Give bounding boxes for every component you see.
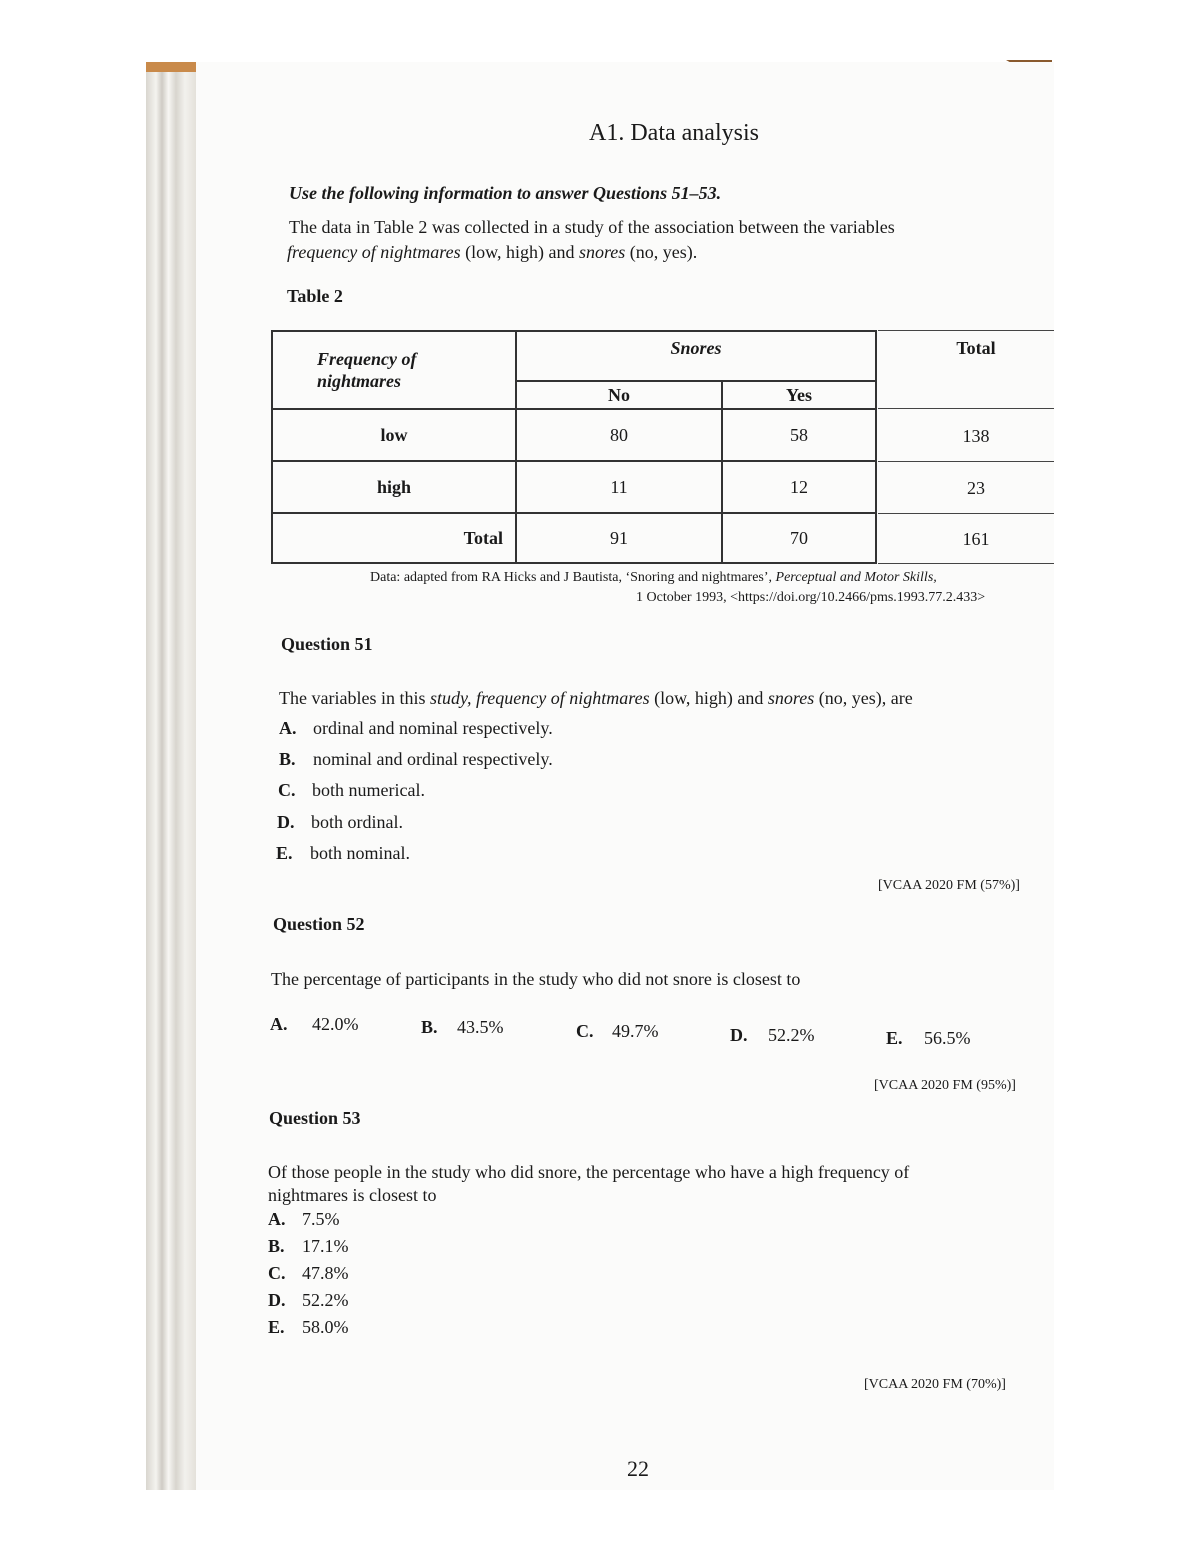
intro-line-1: The data in Table 2 was collected in a study of the association between the variables bbox=[289, 217, 895, 237]
data-table bbox=[271, 330, 877, 564]
cell-total-no: 91 bbox=[516, 513, 722, 563]
option-text: 49.7% bbox=[612, 1021, 659, 1041]
q53-option-e[interactable] bbox=[268, 1317, 349, 1338]
option-label: C. bbox=[278, 780, 296, 800]
option-text: 56.5% bbox=[924, 1028, 971, 1048]
cell-low-no: 80 bbox=[516, 409, 722, 461]
table-row-total bbox=[272, 513, 876, 563]
cell-high-total: 23 bbox=[967, 478, 985, 498]
option-text: 7.5% bbox=[302, 1209, 340, 1229]
intro-var2-levels: (no, yes). bbox=[625, 242, 698, 262]
option-label: E. bbox=[268, 1317, 285, 1337]
option-label: B. bbox=[279, 749, 296, 769]
q51-stem-prefix: The variables in this bbox=[279, 688, 430, 708]
source-line-1 bbox=[370, 570, 937, 586]
q52-option-a[interactable] bbox=[270, 1014, 359, 1035]
q51-heading: Question 51 bbox=[281, 634, 373, 654]
option-text: both ordinal. bbox=[311, 812, 403, 832]
q51-stem-mid: (low, high) and bbox=[649, 688, 768, 708]
q53-heading: Question 53 bbox=[269, 1108, 361, 1128]
option-text: 43.5% bbox=[457, 1017, 504, 1037]
option-label: B. bbox=[268, 1236, 285, 1256]
option-text: 47.8% bbox=[302, 1263, 349, 1283]
option-text: 58.0% bbox=[302, 1317, 349, 1337]
q51-option-a[interactable] bbox=[279, 718, 553, 739]
q51-option-d[interactable] bbox=[277, 812, 403, 833]
q52-stem: The percentage of participants in the study who did not snore is closest to bbox=[271, 969, 801, 989]
row-header bbox=[272, 331, 516, 409]
option-label: A. bbox=[279, 718, 297, 738]
q52-heading: Question 52 bbox=[273, 914, 365, 934]
total-column bbox=[878, 330, 1054, 562]
q51-stem-snores: snores bbox=[767, 688, 815, 708]
instruction: Use the following information to answer Questions 51–53. bbox=[289, 183, 722, 203]
col-header-yes: Yes bbox=[722, 381, 876, 409]
group-header: Snores bbox=[516, 331, 876, 381]
q51-stem bbox=[279, 688, 913, 709]
option-label: E. bbox=[276, 843, 293, 863]
q53-stem-line-2: nightmares is closest to bbox=[268, 1185, 437, 1205]
cell-grand-total: 161 bbox=[962, 529, 990, 549]
cell-low-total: 138 bbox=[962, 426, 990, 446]
divider bbox=[878, 461, 1054, 462]
option-label: A. bbox=[270, 1014, 288, 1034]
table-caption: Table 2 bbox=[287, 286, 343, 306]
option-text: ordinal and nominal respectively. bbox=[313, 718, 553, 738]
row-header-text: Frequency of nightmares bbox=[317, 349, 417, 391]
q52-option-e[interactable] bbox=[886, 1028, 971, 1049]
divider bbox=[878, 408, 1054, 409]
q53-stem-line-1: Of those people in the study who did snore, the percentage who have a high frequency of bbox=[268, 1162, 910, 1182]
intro-var2: snores bbox=[578, 242, 626, 262]
q52-option-d[interactable] bbox=[730, 1025, 815, 1046]
divider bbox=[878, 330, 1054, 331]
option-label: B. bbox=[421, 1017, 438, 1037]
q53-ref: [VCAA 2020 FM (70%)] bbox=[864, 1377, 1006, 1392]
intro-var1: frequency of nightmares bbox=[287, 242, 461, 262]
intro-var1-levels: (low, high) and bbox=[460, 242, 579, 262]
row-label-high: high bbox=[272, 461, 516, 513]
book-cover-edge bbox=[146, 62, 196, 72]
option-label: E. bbox=[886, 1028, 903, 1048]
cell-low-yes: 58 bbox=[722, 409, 876, 461]
q51-option-e[interactable] bbox=[276, 843, 410, 864]
q52-option-b[interactable] bbox=[421, 1017, 504, 1038]
option-text: 17.1% bbox=[302, 1236, 349, 1256]
book-page-edges bbox=[146, 62, 196, 1490]
q53-option-a[interactable] bbox=[268, 1209, 340, 1230]
q51-ref: [VCAA 2020 FM (57%)] bbox=[878, 878, 1020, 893]
q52-option-c[interactable] bbox=[576, 1021, 659, 1042]
col-header-no: No bbox=[516, 381, 722, 409]
section-title: A1. Data analysis bbox=[589, 120, 759, 146]
q53-option-d[interactable] bbox=[268, 1290, 349, 1311]
option-text: both numerical. bbox=[312, 780, 425, 800]
row-label-low: low bbox=[272, 409, 516, 461]
source-prefix: Data: adapted from RA Hicks and J Bautista, ‘Snoring and nightmares’, bbox=[370, 570, 776, 585]
table-row bbox=[272, 461, 876, 513]
page-number: 22 bbox=[627, 1456, 649, 1481]
q51-option-c[interactable] bbox=[278, 780, 425, 801]
q51-option-b[interactable] bbox=[279, 749, 553, 770]
option-label: D. bbox=[730, 1025, 748, 1045]
cell-total-yes: 70 bbox=[722, 513, 876, 563]
divider bbox=[878, 563, 1054, 564]
col-header-total: Total bbox=[956, 338, 996, 358]
source-journal: Perceptual and Motor Skills, bbox=[775, 570, 937, 585]
option-text: 52.2% bbox=[768, 1025, 815, 1045]
option-text: nominal and ordinal respectively. bbox=[313, 749, 553, 769]
option-text: 42.0% bbox=[312, 1014, 359, 1034]
intro-line-2 bbox=[287, 242, 697, 263]
option-label: C. bbox=[576, 1021, 594, 1041]
option-text: both nominal. bbox=[310, 843, 410, 863]
cell-high-no: 11 bbox=[516, 461, 722, 513]
q51-stem-study: study, frequency of nightmares bbox=[429, 688, 650, 708]
q51-stem-suffix: (no, yes), are bbox=[814, 688, 913, 708]
source-line-2: 1 October 1993, <https://doi.org/10.2466/pms.1993.77.2.433> bbox=[636, 590, 986, 605]
option-label: C. bbox=[268, 1263, 286, 1283]
q53-option-c[interactable] bbox=[268, 1263, 349, 1284]
divider bbox=[878, 513, 1054, 514]
row-label-total: Total bbox=[272, 513, 516, 563]
q53-option-b[interactable] bbox=[268, 1236, 349, 1257]
option-label: A. bbox=[268, 1209, 286, 1229]
option-text: 52.2% bbox=[302, 1290, 349, 1310]
table-row bbox=[272, 409, 876, 461]
q52-ref: [VCAA 2020 FM (95%)] bbox=[874, 1078, 1016, 1093]
option-label: D. bbox=[268, 1290, 286, 1310]
option-label: D. bbox=[277, 812, 295, 832]
cell-high-yes: 12 bbox=[722, 461, 876, 513]
